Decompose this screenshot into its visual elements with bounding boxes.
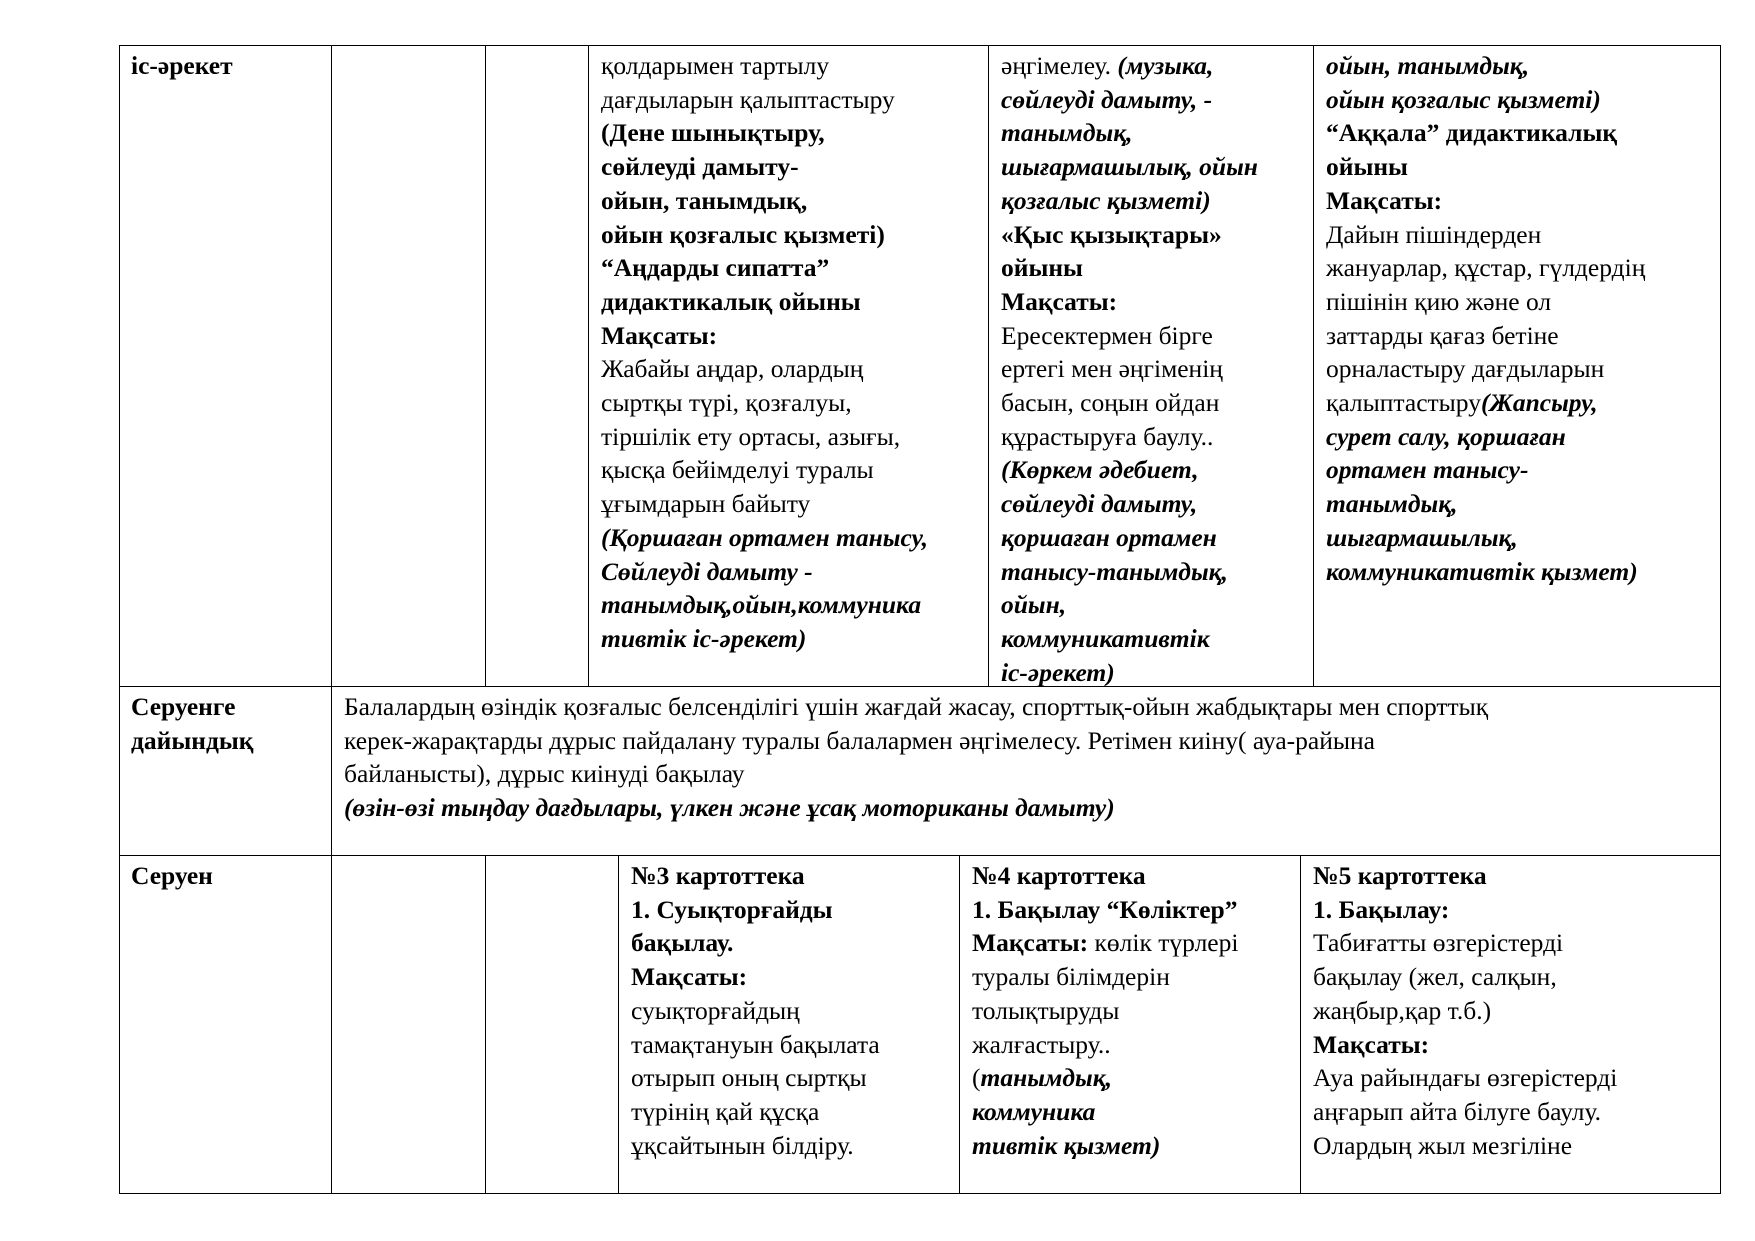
text-line: толықтыруды — [972, 995, 1120, 1025]
text-line: №5 картоттека — [1313, 861, 1487, 890]
text-line — [972, 1061, 1238, 1095]
walk-card-3 — [631, 859, 880, 1162]
text-line: ортамен танысу- — [1326, 455, 1529, 485]
row-label-walk-preparation — [131, 690, 253, 757]
text-line: түрінің қай құсқа — [631, 1096, 820, 1126]
text-run: (Жапсыру, — [1480, 388, 1598, 418]
text-line: коммуникативтік — [1001, 623, 1210, 653]
text-line: танысу-танымдық, — [1001, 556, 1228, 586]
column-divider — [331, 45, 332, 1194]
text-line: суықторғайдың — [631, 995, 800, 1025]
text-line: Балалардың өзіндік қозғалыс белсенділігі үшін жағдай жасау, спорттық-ойын жабдықтары мен спорттық — [344, 692, 1489, 721]
row-label-line: дайындық — [131, 725, 254, 755]
column-divider — [1313, 45, 1314, 686]
text-line: ертегі мен әңгіменің — [1001, 354, 1223, 384]
text-line: тіршілік ету ортасы, азығы, — [601, 421, 901, 451]
text-line: сыртқы түрі, қозғалуы, — [601, 388, 852, 418]
text-line: Мақсаты: — [1326, 185, 1443, 215]
text-run: әңгімелеу. — [1001, 51, 1118, 80]
text-line: жалғастыру.. — [972, 1029, 1111, 1059]
text-line: “Аққала” дидактикалық — [1326, 118, 1618, 148]
table-border-left — [119, 45, 120, 1194]
text-run: танымдық, — [980, 1063, 1113, 1093]
column-divider — [988, 45, 989, 686]
text-line: ойын қозғалыс қызметі) — [1326, 84, 1601, 114]
walk-card-4 — [972, 859, 1238, 1162]
text-line: тамақтануын бақылата — [631, 1029, 880, 1059]
text-line: Мақсаты: — [1001, 286, 1118, 316]
text-line: дағдыларын қалыптастыру — [601, 84, 895, 114]
text-line: ойын, танымдық, — [601, 185, 808, 215]
text-line: ойыны — [1001, 253, 1083, 283]
text-line — [1326, 386, 1645, 420]
column-divider — [588, 45, 589, 686]
text-line: ұғымдарын байыту — [601, 489, 811, 519]
text-line: Ауа райындағы өзгерістерді — [1313, 1063, 1618, 1093]
text-line: 1. Суықторғайды — [631, 894, 833, 924]
text-line: Дайын пішіндерден — [1326, 219, 1542, 249]
text-line: сурет салу, қоршаған — [1326, 421, 1566, 451]
text-line: жануарлар, құстар, гүлдердің — [1326, 253, 1646, 283]
text-line: бақылау. — [631, 928, 734, 958]
text-line: қысқа бейімделуі туралы — [601, 455, 874, 485]
text-line: сөйлеуді дамыту, — [1001, 489, 1198, 519]
row-divider-1 — [119, 686, 1721, 687]
row-label-walk: Серуен — [131, 861, 213, 890]
text-line: танымдық,ойын,коммуника — [601, 590, 922, 620]
walk-preparation-content — [344, 690, 1488, 825]
text-line: ойыны — [1326, 152, 1408, 182]
text-line — [1001, 49, 1258, 83]
text-run: көлік түрлері — [1094, 928, 1239, 958]
schedule-table — [119, 45, 1721, 1195]
text-line: заттарды қағаз бетіне — [1326, 320, 1559, 350]
column-divider — [618, 855, 619, 1194]
text-line: қозғалыс қызметі) — [1001, 185, 1211, 215]
text-line: Сөйлеуді дамыту - — [601, 556, 813, 586]
row-divider-2 — [119, 855, 1721, 856]
text-line: танымдық, — [1326, 489, 1458, 519]
column-divider — [485, 855, 486, 1194]
text-run: ( — [972, 1063, 981, 1093]
text-line: шығармашылық, — [1326, 522, 1518, 552]
text-line: жаңбыр,қар т.б.) — [1313, 995, 1492, 1025]
text-line: құрастыруға баулу.. — [1001, 421, 1214, 451]
activity-col-tuesday — [601, 49, 928, 656]
text-line: Олардың жыл мезгіліне — [1313, 1130, 1573, 1160]
text-line: коммуника — [972, 1096, 1096, 1126]
text-line: Мақсаты: — [631, 962, 748, 992]
text-line: шығармашылық, ойын — [1001, 152, 1258, 182]
table-border-bottom — [119, 1193, 1721, 1194]
text-line: байланысты), дұрыс киінуді бақылау — [344, 759, 745, 789]
text-line: «Қыс қызықтары» — [1001, 219, 1222, 249]
text-line: орналастыру дағдыларын — [1326, 354, 1605, 384]
text-line: танымдық, — [1001, 118, 1133, 148]
column-divider — [1300, 855, 1301, 1194]
text-line: аңғарып айта білуге баулу. — [1313, 1096, 1602, 1126]
text-line: дидактикалық ойыны — [601, 286, 861, 316]
text-line: (өзін-өзі тыңдау дағдылары, үлкен және ұсақ моториканы дамыту) — [344, 793, 1115, 823]
text-line: ойын, — [1001, 590, 1067, 620]
text-line: сөйлеуді дамыту, - — [1001, 84, 1213, 114]
text-line: №3 картоттека — [631, 861, 805, 890]
text-line: ұқсайтынын білдіру. — [631, 1130, 854, 1160]
text-line: Табиғатты өзгерістерді — [1313, 928, 1564, 958]
table-border-top — [119, 45, 1721, 46]
text-line: (Дене шынықтыру, — [601, 118, 825, 148]
text-run: қалыптастыру — [1326, 388, 1481, 418]
text-line: ойын, танымдық, — [1326, 51, 1530, 80]
text-line: Ересектермен бірге — [1001, 320, 1213, 350]
text-line: қоршаған ортамен — [1001, 522, 1217, 552]
row-label-line: Серуенге — [131, 692, 236, 721]
text-line: сөйлеуді дамыту- — [601, 152, 799, 182]
text-line — [972, 926, 1238, 960]
text-line: “Аңдарды сипатта” — [601, 253, 830, 283]
text-run: (музыка, — [1117, 51, 1214, 80]
text-line: (Қоршаған ортамен танысу, — [601, 522, 929, 552]
text-line: іс-әрекет) — [1001, 657, 1115, 687]
text-line: отырып оның сыртқы — [631, 1063, 867, 1093]
text-line: басын, соңын ойдан — [1001, 388, 1220, 418]
text-line: тивтік қызмет) — [972, 1130, 1161, 1160]
text-line: пішінін қию және ол — [1326, 286, 1552, 316]
text-run: Мақсаты: — [972, 928, 1095, 958]
text-line: бақылау (жел, салқын, — [1313, 962, 1557, 992]
walk-card-5 — [1313, 859, 1617, 1162]
text-line: Мақсаты: — [601, 320, 718, 350]
text-line: (Көркем әдебиет, — [1001, 455, 1199, 485]
activity-col-wednesday — [1001, 49, 1258, 689]
column-divider — [959, 855, 960, 1194]
text-line: Мақсаты: — [1313, 1029, 1430, 1059]
text-line: №4 картоттека — [972, 861, 1146, 890]
table-border-right — [1720, 45, 1721, 1194]
text-line: коммуникативтік қызмет) — [1326, 556, 1638, 586]
activity-col-thursday — [1326, 49, 1645, 588]
text-line: керек-жарақтарды дұрыс пайдалану туралы балалармен әңгімелесу. Ретімен киіну( ауа-райына — [344, 725, 1375, 755]
column-divider — [485, 45, 486, 686]
text-line: 1. Бақылау: — [1313, 894, 1450, 924]
text-line: туралы білімдерін — [972, 962, 1170, 992]
text-line: қолдарымен тартылу — [601, 51, 830, 80]
row-label-activity: іс-әрекет — [131, 51, 233, 80]
text-line: Жабайы аңдар, олардың — [601, 354, 864, 384]
text-line: 1. Бақылау “Көліктер” — [972, 894, 1238, 924]
text-line: ойын қозғалыс қызметі) — [601, 219, 885, 249]
text-line: тивтік іс-әрекет) — [601, 623, 807, 653]
